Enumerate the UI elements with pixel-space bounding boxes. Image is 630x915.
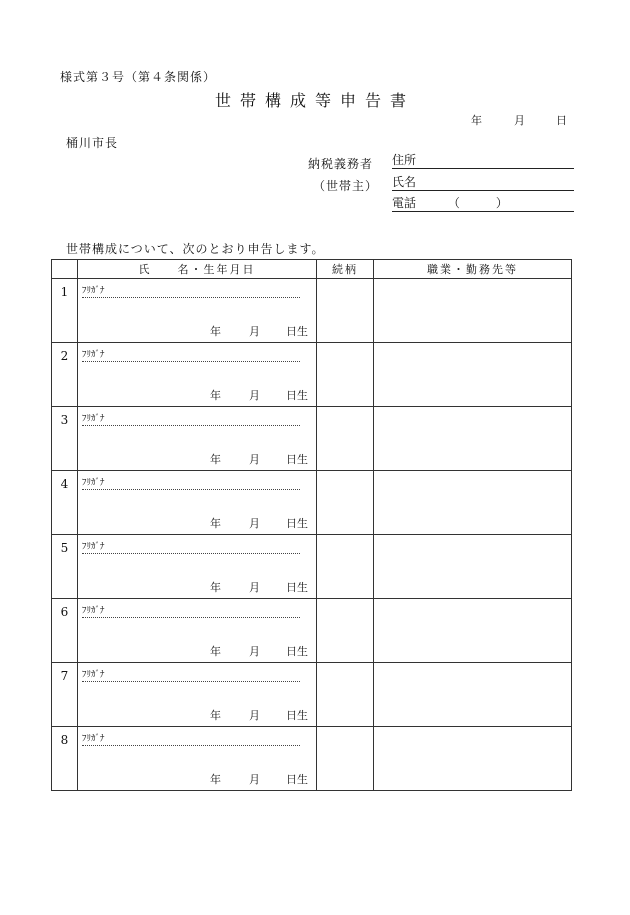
row-number-cell xyxy=(52,471,78,535)
birthdate-line xyxy=(210,387,308,403)
furigana-dotted-line xyxy=(82,425,300,426)
occupation-cell[interactable] xyxy=(374,535,572,599)
table-row xyxy=(52,279,572,343)
row-number: 6 xyxy=(60,605,69,619)
birth-month-label: 月 xyxy=(249,389,260,402)
birth-month-label: 月 xyxy=(249,709,260,722)
row-number-cell xyxy=(52,407,78,471)
row-number: 1 xyxy=(60,285,69,299)
relationship-cell[interactable] xyxy=(317,471,374,535)
row-number-cell xyxy=(52,663,78,727)
furigana-dotted-line xyxy=(82,489,300,490)
furigana-label: ﾌﾘｶﾞﾅ xyxy=(82,478,105,488)
table-row xyxy=(52,343,572,407)
row-number-cell xyxy=(52,343,78,407)
phone-field[interactable] xyxy=(392,196,574,212)
name-birthdate-cell[interactable] xyxy=(78,471,317,535)
furigana-dotted-line xyxy=(82,681,300,682)
birthdate-line xyxy=(210,323,308,339)
occupation-cell[interactable] xyxy=(374,407,572,471)
row-number-cell xyxy=(52,599,78,663)
birthdate-line xyxy=(210,579,308,595)
birth-year-label: 年 xyxy=(210,709,221,722)
relationship-cell[interactable] xyxy=(317,279,374,343)
table-header-row xyxy=(52,260,572,279)
birth-month-label: 月 xyxy=(249,773,260,786)
furigana-label: ﾌﾘｶﾞﾅ xyxy=(82,670,105,680)
name-label: 氏名 xyxy=(392,175,417,189)
addressee: 桶川市長 xyxy=(66,136,119,150)
household-head-label: （世帯主） xyxy=(313,179,379,193)
birth-day-label: 日生 xyxy=(286,389,308,402)
date-year-label: 年 xyxy=(471,114,482,127)
birth-month-label: 月 xyxy=(249,453,260,466)
relationship-cell[interactable] xyxy=(317,343,374,407)
birth-day-label: 日生 xyxy=(286,581,308,594)
document-title: 世帯構成等申告書 xyxy=(214,91,415,110)
form-number: 様式第３号（第４条関係） xyxy=(60,70,217,84)
name-field[interactable] xyxy=(392,175,574,191)
relationship-cell[interactable] xyxy=(317,727,374,791)
furigana-dotted-line xyxy=(82,297,300,298)
occupation-cell[interactable] xyxy=(374,471,572,535)
furigana-dotted-line xyxy=(82,745,300,746)
birthdate-line xyxy=(210,771,308,787)
intro-text: 世帯構成について、次のとおり申告します。 xyxy=(66,242,325,256)
row-number-cell xyxy=(52,279,78,343)
taxpayer-label: 納税義務者 xyxy=(308,157,374,171)
birth-day-label: 日生 xyxy=(286,453,308,466)
birth-year-label: 年 xyxy=(210,773,221,786)
address-label: 住所 xyxy=(392,153,417,167)
row-number: 3 xyxy=(60,413,69,427)
table-row xyxy=(52,535,572,599)
birth-month-label: 月 xyxy=(249,645,260,658)
table-row xyxy=(52,407,572,471)
birthdate-line xyxy=(210,643,308,659)
furigana-dotted-line xyxy=(82,361,300,362)
birth-day-label: 日生 xyxy=(286,517,308,530)
name-birthdate-cell[interactable] xyxy=(78,663,317,727)
occupation-cell[interactable] xyxy=(374,279,572,343)
furigana-label: ﾌﾘｶﾞﾅ xyxy=(82,350,105,360)
birthdate-line xyxy=(210,451,308,467)
row-number: 7 xyxy=(60,669,69,683)
row-number: 4 xyxy=(60,477,69,491)
row-number: 8 xyxy=(60,733,69,747)
relationship-cell[interactable] xyxy=(317,535,374,599)
phone-label: 電話 xyxy=(392,196,417,210)
birth-day-label: 日生 xyxy=(286,709,308,722)
birth-year-label: 年 xyxy=(210,517,221,530)
birth-month-label: 月 xyxy=(249,517,260,530)
furigana-label: ﾌﾘｶﾞﾅ xyxy=(82,606,105,616)
row-number: 5 xyxy=(60,541,69,555)
table-row xyxy=(52,599,572,663)
address-field[interactable] xyxy=(392,153,574,169)
occupation-cell[interactable] xyxy=(374,663,572,727)
birthdate-line xyxy=(210,515,308,531)
household-table xyxy=(51,259,572,791)
occupation-cell[interactable] xyxy=(374,343,572,407)
occupation-cell[interactable] xyxy=(374,599,572,663)
birthdate-line xyxy=(210,707,308,723)
name-birthdate-cell[interactable] xyxy=(78,343,317,407)
birth-year-label: 年 xyxy=(210,645,221,658)
furigana-label: ﾌﾘｶﾞﾅ xyxy=(82,286,105,296)
furigana-dotted-line xyxy=(82,553,300,554)
date-month-label: 月 xyxy=(514,114,525,127)
birth-month-label: 月 xyxy=(249,325,260,338)
name-birthdate-cell[interactable] xyxy=(78,535,317,599)
birth-year-label: 年 xyxy=(210,325,221,338)
header-number xyxy=(52,260,78,279)
birth-day-label: 日生 xyxy=(286,645,308,658)
name-birthdate-cell[interactable] xyxy=(78,279,317,343)
relationship-cell[interactable] xyxy=(317,663,374,727)
row-number-cell xyxy=(52,727,78,791)
row-number-cell xyxy=(52,535,78,599)
table-row xyxy=(52,471,572,535)
header-name-birthdate: 氏 名・生年月日 xyxy=(78,260,317,279)
header-occupation: 職業・勤務先等 xyxy=(374,260,572,279)
birth-year-label: 年 xyxy=(210,389,221,402)
occupation-cell[interactable] xyxy=(374,727,572,791)
header-relationship: 続柄 xyxy=(317,260,374,279)
furigana-label: ﾌﾘｶﾞﾅ xyxy=(82,414,105,424)
birth-year-label: 年 xyxy=(210,453,221,466)
table-row xyxy=(52,727,572,791)
birth-year-label: 年 xyxy=(210,581,221,594)
row-number: 2 xyxy=(60,349,69,363)
phone-area-code-parens: （ ） xyxy=(447,196,508,210)
birth-day-label: 日生 xyxy=(286,773,308,786)
table-row xyxy=(52,663,572,727)
name-birthdate-cell[interactable] xyxy=(78,727,317,791)
furigana-label: ﾌﾘｶﾞﾅ xyxy=(82,734,105,744)
furigana-dotted-line xyxy=(82,617,300,618)
name-birthdate-cell[interactable] xyxy=(78,407,317,471)
relationship-cell[interactable] xyxy=(317,407,374,471)
birth-month-label: 月 xyxy=(249,581,260,594)
furigana-label: ﾌﾘｶﾞﾅ xyxy=(82,542,105,552)
name-birthdate-cell[interactable] xyxy=(78,599,317,663)
date-day-label: 日 xyxy=(556,114,567,127)
birth-day-label: 日生 xyxy=(286,325,308,338)
relationship-cell[interactable] xyxy=(317,599,374,663)
